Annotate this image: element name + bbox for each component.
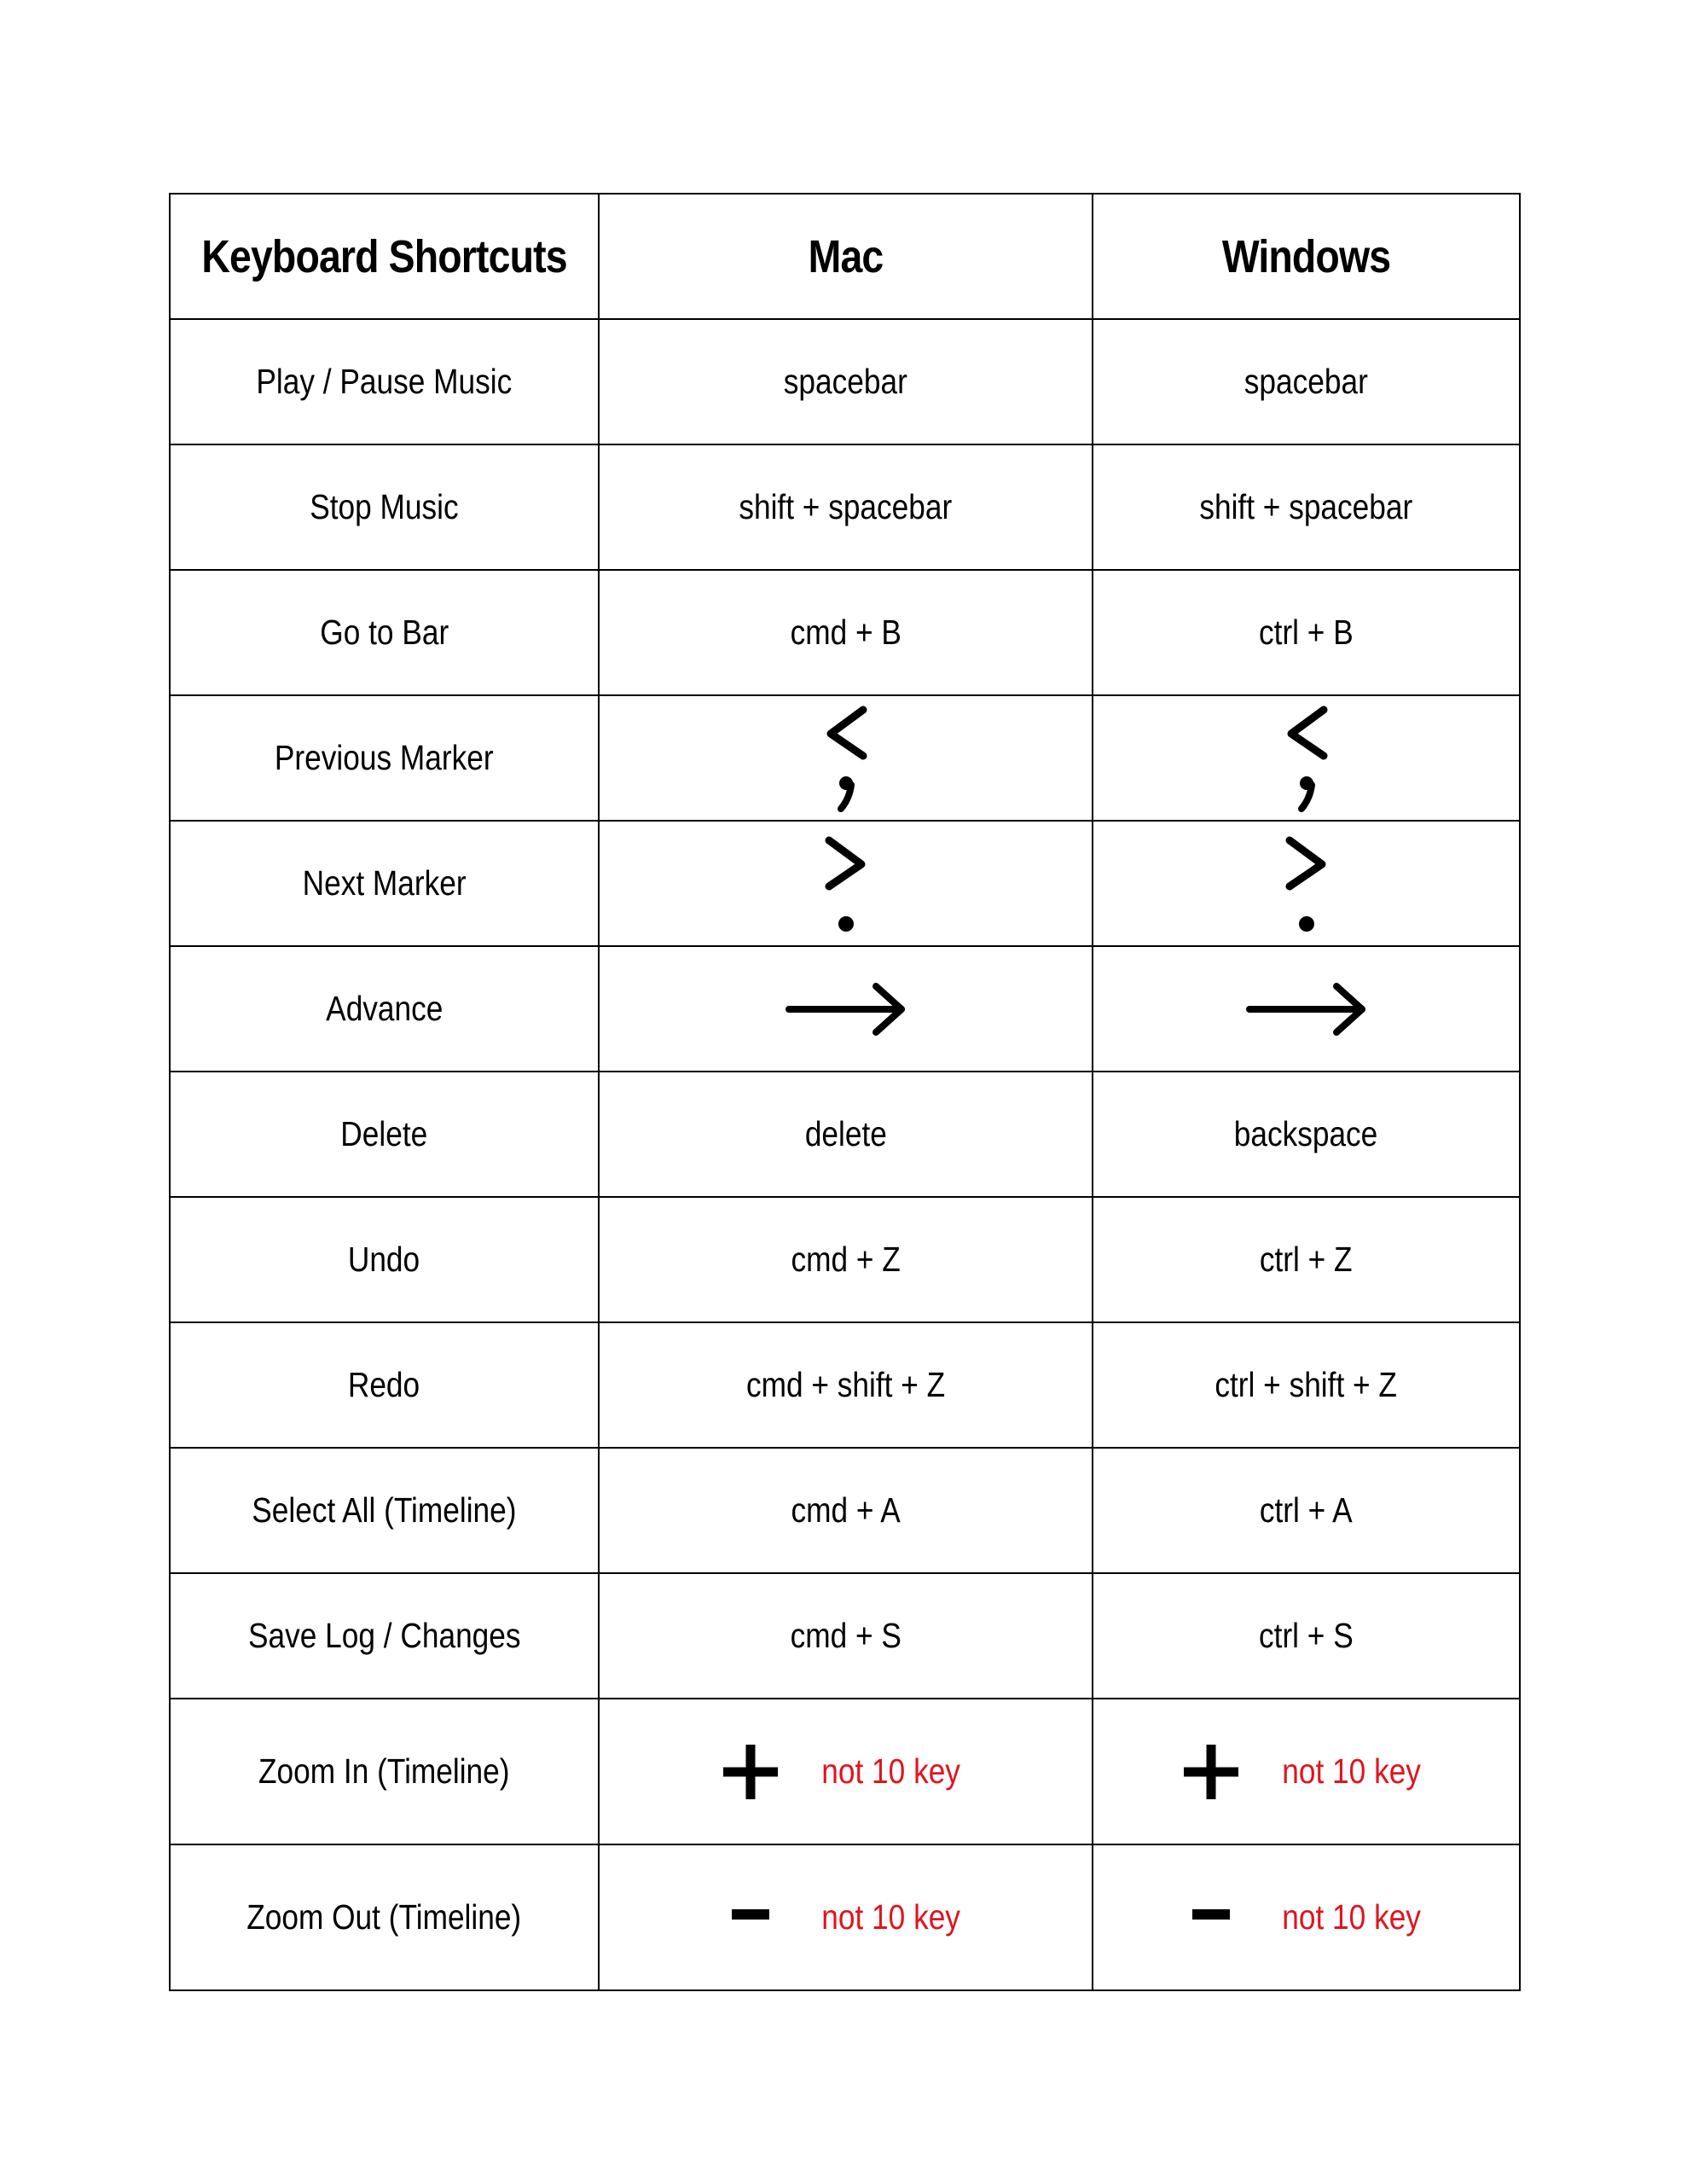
shortcuts-sheet (169, 193, 1519, 1991)
mac-cell (599, 1322, 1093, 1448)
action-label: Save Log / Changes (247, 1616, 521, 1655)
plus-key-icon (1180, 1741, 1242, 1803)
not-10-key-note: not 10 key (1282, 1751, 1421, 1791)
action-cell (170, 1072, 599, 1197)
not-10-key-note: not 10 key (1282, 1897, 1421, 1937)
windows-cell (1093, 821, 1520, 946)
table-row (170, 570, 1520, 695)
shortcuts-table (169, 193, 1521, 1991)
table-row (170, 1322, 1520, 1448)
mac-cell (599, 1072, 1093, 1197)
mac-cell (599, 1573, 1093, 1699)
plus-key-icon (720, 1741, 781, 1803)
less-than-comma-key-icon (1272, 703, 1341, 814)
action-label: Zoom Out (Timeline) (246, 1897, 522, 1937)
mac-cell (599, 319, 1093, 444)
mac-cell (599, 570, 1093, 695)
action-cell (170, 821, 599, 946)
greater-than-period-key-icon (812, 828, 880, 939)
windows-cell (1093, 1322, 1520, 1448)
windows-cell (1093, 695, 1520, 821)
header-row (170, 194, 1520, 319)
right-arrow-icon (1243, 979, 1371, 1039)
table-row (170, 1573, 1520, 1699)
mac-cell (599, 1844, 1093, 1990)
windows-cell (1093, 1699, 1520, 1844)
windows-shortcut: ctrl + A (1260, 1490, 1353, 1530)
windows-shortcut: ctrl + S (1259, 1616, 1354, 1655)
action-label: Zoom In (Timeline) (258, 1751, 510, 1791)
action-label: Advance (325, 989, 443, 1028)
windows-shortcut: spacebar (1244, 362, 1369, 401)
action-cell (170, 695, 599, 821)
mac-cell (599, 695, 1093, 821)
action-cell (170, 1448, 599, 1573)
windows-shortcut: ctrl + B (1259, 613, 1354, 652)
mac-cell (599, 821, 1093, 946)
action-label: Next Marker (302, 863, 467, 903)
action-cell (170, 1197, 599, 1322)
mac-cell (599, 1197, 1093, 1322)
windows-cell (1093, 1072, 1520, 1197)
action-cell (170, 570, 599, 695)
table-row (170, 1699, 1520, 1844)
table-row (170, 821, 1520, 946)
right-arrow-icon (782, 979, 910, 1039)
not-10-key-note: not 10 key (821, 1751, 960, 1791)
windows-cell (1093, 946, 1520, 1072)
table-row (170, 444, 1520, 570)
action-cell (170, 319, 599, 444)
mac-shortcut: cmd + Z (791, 1240, 901, 1279)
header-windows: Windows (1122, 194, 1490, 319)
windows-shortcut: shift + spacebar (1199, 487, 1413, 526)
minus-key-icon (1180, 1887, 1242, 1949)
windows-cell (1093, 1448, 1520, 1573)
action-label: Undo (348, 1240, 420, 1279)
mac-shortcut: shift + spacebar (739, 487, 953, 526)
mac-cell (599, 1699, 1093, 1844)
action-label: Stop Music (310, 487, 459, 526)
mac-shortcut: cmd + shift + Z (745, 1365, 946, 1404)
windows-cell (1093, 570, 1520, 695)
less-than-comma-key-icon (812, 703, 880, 814)
action-label: Delete (340, 1114, 428, 1153)
table-row (170, 1197, 1520, 1322)
action-label: Previous Marker (275, 738, 494, 777)
mac-shortcut: cmd + S (790, 1616, 901, 1655)
action-label: Select All (Timeline) (252, 1490, 517, 1530)
windows-cell (1093, 1573, 1520, 1699)
table-row (170, 1448, 1520, 1573)
windows-cell (1093, 1197, 1520, 1322)
action-label: Go to Bar (320, 613, 449, 652)
windows-shortcut: ctrl + Z (1260, 1240, 1353, 1279)
mac-shortcut: cmd + A (791, 1490, 901, 1530)
windows-cell (1093, 319, 1520, 444)
mac-shortcut: delete (804, 1114, 887, 1153)
mac-cell (599, 444, 1093, 570)
action-label: Redo (348, 1365, 420, 1404)
action-cell (170, 1573, 599, 1699)
mac-cell (599, 946, 1093, 1072)
action-cell (170, 1699, 599, 1844)
mac-cell (599, 1448, 1093, 1573)
windows-cell (1093, 1844, 1520, 1990)
mac-shortcut: spacebar (783, 362, 908, 401)
windows-shortcut: backspace (1234, 1114, 1378, 1153)
not-10-key-note: not 10 key (821, 1897, 960, 1937)
header-keyboard-shortcuts: Keyboard Shortcuts (200, 194, 569, 319)
action-cell (170, 1844, 599, 1990)
action-label: Play / Pause Music (256, 362, 513, 401)
mac-shortcut: cmd + B (790, 613, 901, 652)
windows-shortcut: ctrl + shift + Z (1215, 1365, 1398, 1404)
table-row (170, 946, 1520, 1072)
action-cell (170, 1322, 599, 1448)
greater-than-period-key-icon (1272, 828, 1341, 939)
table-row (170, 1072, 1520, 1197)
table-row (170, 319, 1520, 444)
action-cell (170, 444, 599, 570)
table-row (170, 695, 1520, 821)
header-mac: Mac (634, 194, 1058, 319)
minus-key-icon (720, 1887, 781, 1949)
windows-cell (1093, 444, 1520, 570)
action-cell (170, 946, 599, 1072)
table-row (170, 1844, 1520, 1990)
